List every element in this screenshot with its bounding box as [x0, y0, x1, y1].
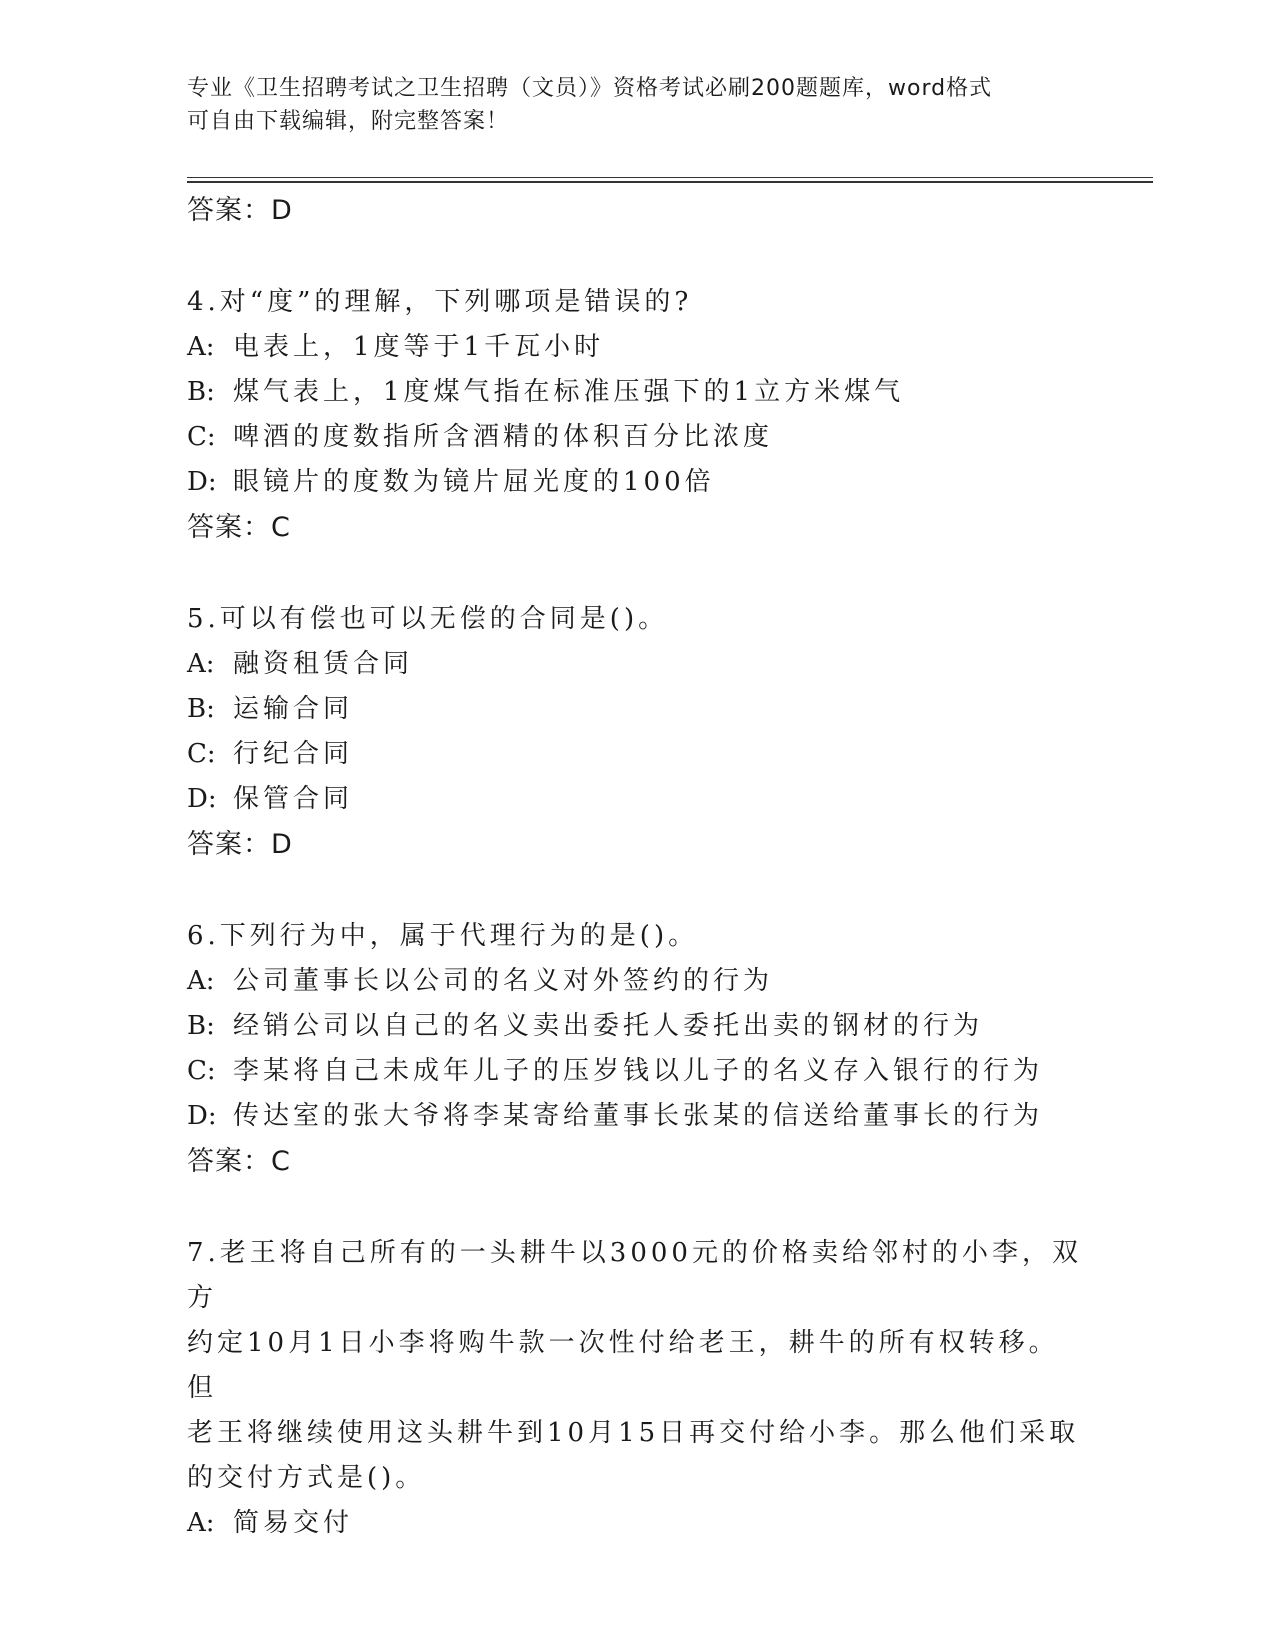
question-5 — [187, 597, 1087, 867]
question-7 — [187, 1231, 1087, 1546]
header-line-2: 可自由下载编辑，附完整答案！ — [187, 109, 510, 134]
question-list — [187, 188, 1087, 1546]
option-b: B: 煤气表上，1度煤气指在标准压强下的1立方米煤气 — [187, 377, 905, 407]
question-stem: 6.下列行为中，属于代理行为的是()。 — [187, 921, 699, 951]
answer-previous: 答案：D — [187, 195, 293, 226]
option-d: D: 保管合同 — [187, 784, 354, 814]
answer-4: 答案：C — [187, 512, 291, 543]
option-a: A: 简易交付 — [187, 1508, 354, 1538]
option-c: C: 啤酒的度数指所含酒精的体积百分比浓度 — [187, 422, 774, 452]
question-stem: 5.可以有偿也可以无偿的合同是()。 — [187, 604, 669, 634]
option-c: C: 行纪合同 — [187, 739, 354, 769]
answer-6: 答案：C — [187, 1146, 291, 1177]
header-rule-thick — [187, 181, 1153, 183]
question-6 — [187, 914, 1087, 1184]
document-header — [187, 72, 1067, 138]
option-b: B: 经销公司以自己的名义卖出委托人委托出卖的钢材的行为 — [187, 1011, 984, 1041]
question-stem-line-1: 7.老王将自己所有的一头耕牛以3000元的价格卖给邻村的小李，双方 — [187, 1238, 1082, 1313]
option-a: A: 融资租赁合同 — [187, 649, 414, 679]
question-stem-line-3: 老王将继续使用这头耕牛到10月15日再交付给小李。那么他们采取 — [187, 1418, 1080, 1448]
option-c: C: 李某将自己未成年儿子的压岁钱以儿子的名义存入银行的行为 — [187, 1056, 1044, 1086]
question-stem: 4.对“度”的理解，下列哪项是错误的? — [187, 287, 693, 317]
question-stem-line-2: 约定10月1日小李将购牛款一次性付给老王，耕牛的所有权转移。但 — [187, 1328, 1059, 1403]
option-d: D: 传达室的张大爷将李某寄给董事长张某的信送给董事长的行为 — [187, 1101, 1044, 1131]
option-a: A: 公司董事长以公司的名义对外签约的行为 — [187, 966, 774, 996]
question-4 — [187, 280, 1087, 550]
question-stem-line-4: 的交付方式是()。 — [187, 1463, 426, 1493]
option-b: B: 运输合同 — [187, 694, 354, 724]
answer-5: 答案：D — [187, 829, 293, 860]
header-rule-thin — [187, 177, 1153, 178]
option-d: D: 眼镜片的度数为镜片屈光度的100倍 — [187, 467, 715, 497]
header-line-1: 专业《卫生招聘考试之卫生招聘（文员）》资格考试必刷200题题库，word格式 — [187, 76, 993, 101]
option-a: A: 电表上，1度等于1千瓦小时 — [187, 332, 605, 362]
